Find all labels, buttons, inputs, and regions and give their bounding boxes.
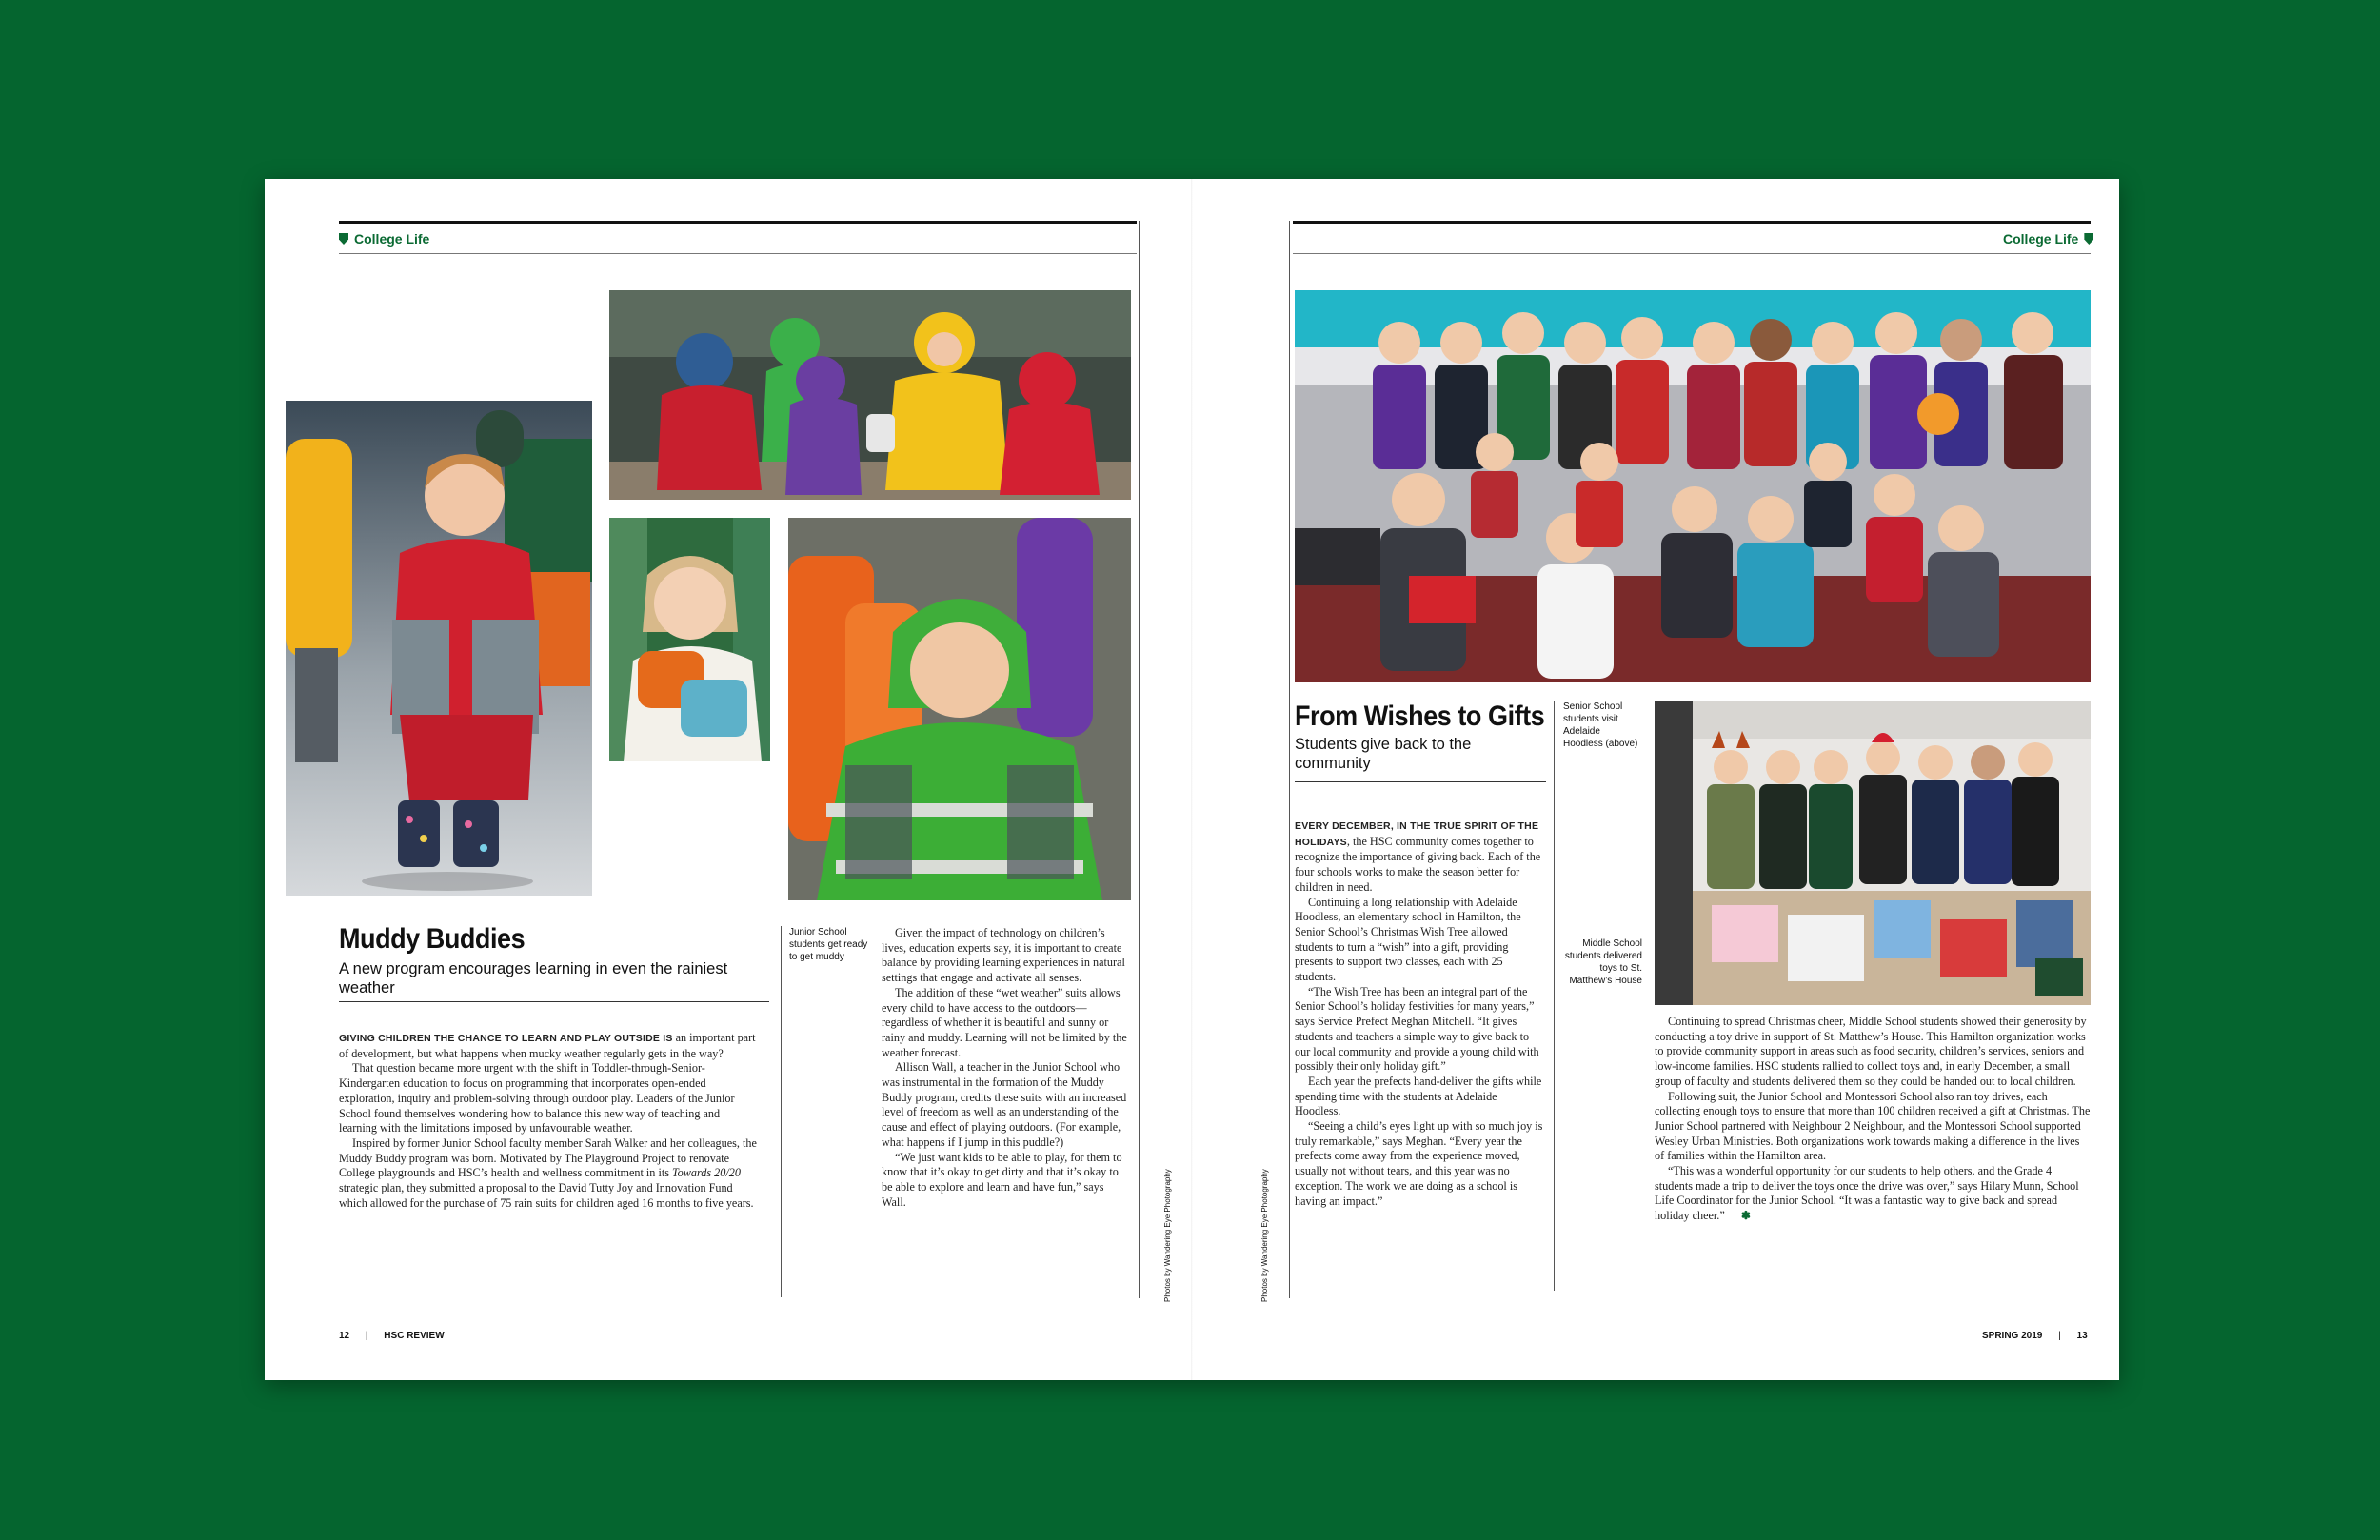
photo-senior-school-group xyxy=(1295,290,2091,682)
left-dek-rule xyxy=(339,1001,769,1002)
gutter-shadow xyxy=(1191,179,1193,1380)
publication-name: HSC REVIEW xyxy=(384,1331,445,1341)
left-col2-paragraph-1: Given the impact of technology on children’s lives, education experts say, it is important to create balance by providing learning experiences in natural settings that engage and activate all senses. xyxy=(882,926,1125,985)
right-article-column-2 xyxy=(1655,1015,2091,1224)
left-photo-credit: Photos by Wandering Eye Photography xyxy=(1163,1169,1172,1302)
left-dek: A new program encourages learning in even the rainiest weather xyxy=(339,960,728,997)
magazine-spread xyxy=(265,179,2119,1380)
left-photo-caption: Junior School students get ready to get muddy xyxy=(789,927,868,962)
right-article-column-1 xyxy=(1295,819,1544,1209)
left-header-rule xyxy=(339,253,1137,254)
section-title: College Life xyxy=(354,231,430,247)
right-col2-last-text: “This was a wonderful opportunity for our students to help others, and the Grade 4 students made a trip to deliver the toys once the drive was over,” says Hilary Munn, School Life Coordinator for the Junior School. “It was a fantastic way to give back and spread holiday cheer.” xyxy=(1655,1164,2079,1223)
left-paragraph-3 xyxy=(339,1136,758,1212)
right-dek: Students give back to the community xyxy=(1295,736,1472,772)
p3-text-b: strategic plan, they submitted a proposal to the David Tutty Joy and Innovation Fund which allowed for the purchase of 75 rain suits for children aged 16 months to five years. xyxy=(339,1181,754,1210)
left-lead-text: an important part of development, but what happens when mucky weather regularly gets in the way? xyxy=(339,1031,756,1060)
right-col1-paragraph-5: “Seeing a child’s eyes light up with so much joy is truly remarkable,” says Meghan. “Every year the prefects come away from the experience moved, usually not without tears, and this year was no exception. The work we are doing as a school is having an impact.” xyxy=(1295,1119,1543,1208)
right-caption-mid: Middle School students delivered toys to St. Matthew’s House xyxy=(1564,938,1642,986)
page-number-left: 12 xyxy=(339,1331,350,1341)
right-col2-paragraph-3 xyxy=(1655,1164,2091,1224)
right-top-rule xyxy=(1293,221,2091,224)
right-col1-paragraph-2: Continuing a long relationship with Adelaide Hoodless, an elementary school in Hamilton, the Senior School’s Christmas Wish Tree allowed students to turn a “wish” into a gift, providing presents to support two classes, each with 25 students. xyxy=(1295,895,1521,984)
p3-text-a: Inspired by former Junior School faculty member Sarah Walker and her colleagues, the Muddy Buddy program was born. Motivated by The Playground Project to renovate College playgrounds and HSC’s health and wellness commitment in its xyxy=(339,1135,757,1180)
photo-kids-rain-gear-group xyxy=(609,290,1131,500)
left-lead-caps: GIVING CHILDREN THE CHANCE TO LEARN AND PLAY OUTSIDE IS xyxy=(339,1033,673,1044)
left-paragraph-2: That question became more urgent with the shift in Toddler-through-Senior-Kindergarten education to focus on programming that incorporates open-ended exploration, inquiry and problem-solving through outdoor play. Leaders of the Junior School found themselves wondering how to balance this new way of teaching and learning with the limitations imposed by unfavourable weather. xyxy=(339,1061,735,1135)
right-caption-top: Senior School students visit Adelaide Hoodless (above) xyxy=(1563,701,1638,749)
right-headline: From Wishes to Gifts xyxy=(1295,701,1545,732)
right-section-label xyxy=(2003,231,2093,247)
left-col2-paragraph-3: Allison Wall, a teacher in the Junior School who was instrumental in the formation of the Muddy Buddy program, credits these suits with an increased level of freedom as well as an understanding of the cause and effect of playing outdoors. (For example, what happens if I jump in this puddle?) xyxy=(882,1060,1127,1149)
folio-separator: | xyxy=(365,1331,368,1341)
left-article-column-2 xyxy=(882,926,1131,1210)
photo-boy-green-rainsuit xyxy=(788,518,1131,900)
left-top-rule xyxy=(339,221,1137,224)
right-header-rule xyxy=(1293,253,2091,254)
shield-icon xyxy=(2084,233,2093,245)
left-headline: Muddy Buddies xyxy=(339,923,526,955)
left-section-label xyxy=(339,231,429,247)
right-column-divider xyxy=(1289,221,1290,1298)
right-dek-rule xyxy=(1295,781,1546,782)
left-lead-paragraph xyxy=(339,1031,758,1061)
left-col2-paragraph-2: The addition of these “wet weather” suits allows every child to have access to the outdoors—regardless of whether it is beautiful and sunny or rainy and muddy. Learning will not be limited by the weather forecast. xyxy=(882,985,1127,1059)
left-article-column-1 xyxy=(339,1031,758,1211)
section-title: College Life xyxy=(2003,231,2079,247)
right-photo-credit: Photos by Wandering Eye Photography xyxy=(1260,1169,1269,1302)
right-col1-paragraph-4: Each year the prefects hand-deliver the gifts while spending time with the students at Adelaide Hoodless. xyxy=(1295,1074,1542,1118)
right-folio xyxy=(1982,1331,2088,1341)
left-folio xyxy=(339,1331,445,1341)
photo-middle-school-toy-drive xyxy=(1655,701,2091,1005)
shield-icon xyxy=(339,233,348,245)
left-caption-divider xyxy=(781,926,782,1297)
page-number-right: 13 xyxy=(2076,1331,2088,1341)
right-col1-paragraph-3: “The Wish Tree has been an integral part of the Senior School’s holiday festivities for many years,” says Service Prefect Meghan Mitchell. “It gives students and teachers a simple way to give back to our local community and provide a young child with possibly their only holiday gift.” xyxy=(1295,984,1539,1074)
photo-boy-red-rainsuit xyxy=(286,401,592,896)
folio-separator: | xyxy=(2058,1331,2061,1341)
left-column-divider xyxy=(1139,221,1140,1298)
right-caption-divider xyxy=(1554,701,1555,1291)
end-mark-icon: ✽ xyxy=(1740,1209,1752,1223)
photo-smiling-girl xyxy=(609,518,770,761)
issue-name: SPRING 2019 xyxy=(1982,1331,2043,1341)
right-lead-text: , the HSC community comes together to recognize the importance of giving back. Each of the four schools works to make the season better for children in need. xyxy=(1295,834,1541,894)
p3-italic: Towards 20/20 xyxy=(672,1166,741,1180)
left-col2-paragraph-4: “We just want kids to be able to play, for them to know that it’s okay to get dirty and that it’s okay to be able to explore and learn and have fun,” says Wall. xyxy=(882,1150,1122,1209)
right-col2-paragraph-1: Continuing to spread Christmas cheer, Middle School students showed their generosity by conducting a toy drive in support of St. Matthew’s House. This Hamilton organization works to provide community support in areas such as food security, children’s services, seniors and low-income families. HSC students rallied to collect toys and, in early December, a small group of faculty and students delivered them so they could be handed out to local children. xyxy=(1655,1015,2087,1088)
right-col2-paragraph-2: Following suit, the Junior School and Montessori School also ran toy drives, each collecting enough toys to ensure that more than 100 children received a gift at Christmas. The Junior School partnered with Neighbour 2 Neighbour, and the Montessori School supported Wesley Urban Ministries. Both organizations work towards making a difference in the lives of families within the Hamilton area. xyxy=(1655,1089,2091,1163)
right-lead-paragraph xyxy=(1295,819,1544,896)
right-lead-caps: EVERY DECEMBER, IN THE TRUE SPIRIT OF THE HOLIDAYS xyxy=(1295,820,1539,848)
